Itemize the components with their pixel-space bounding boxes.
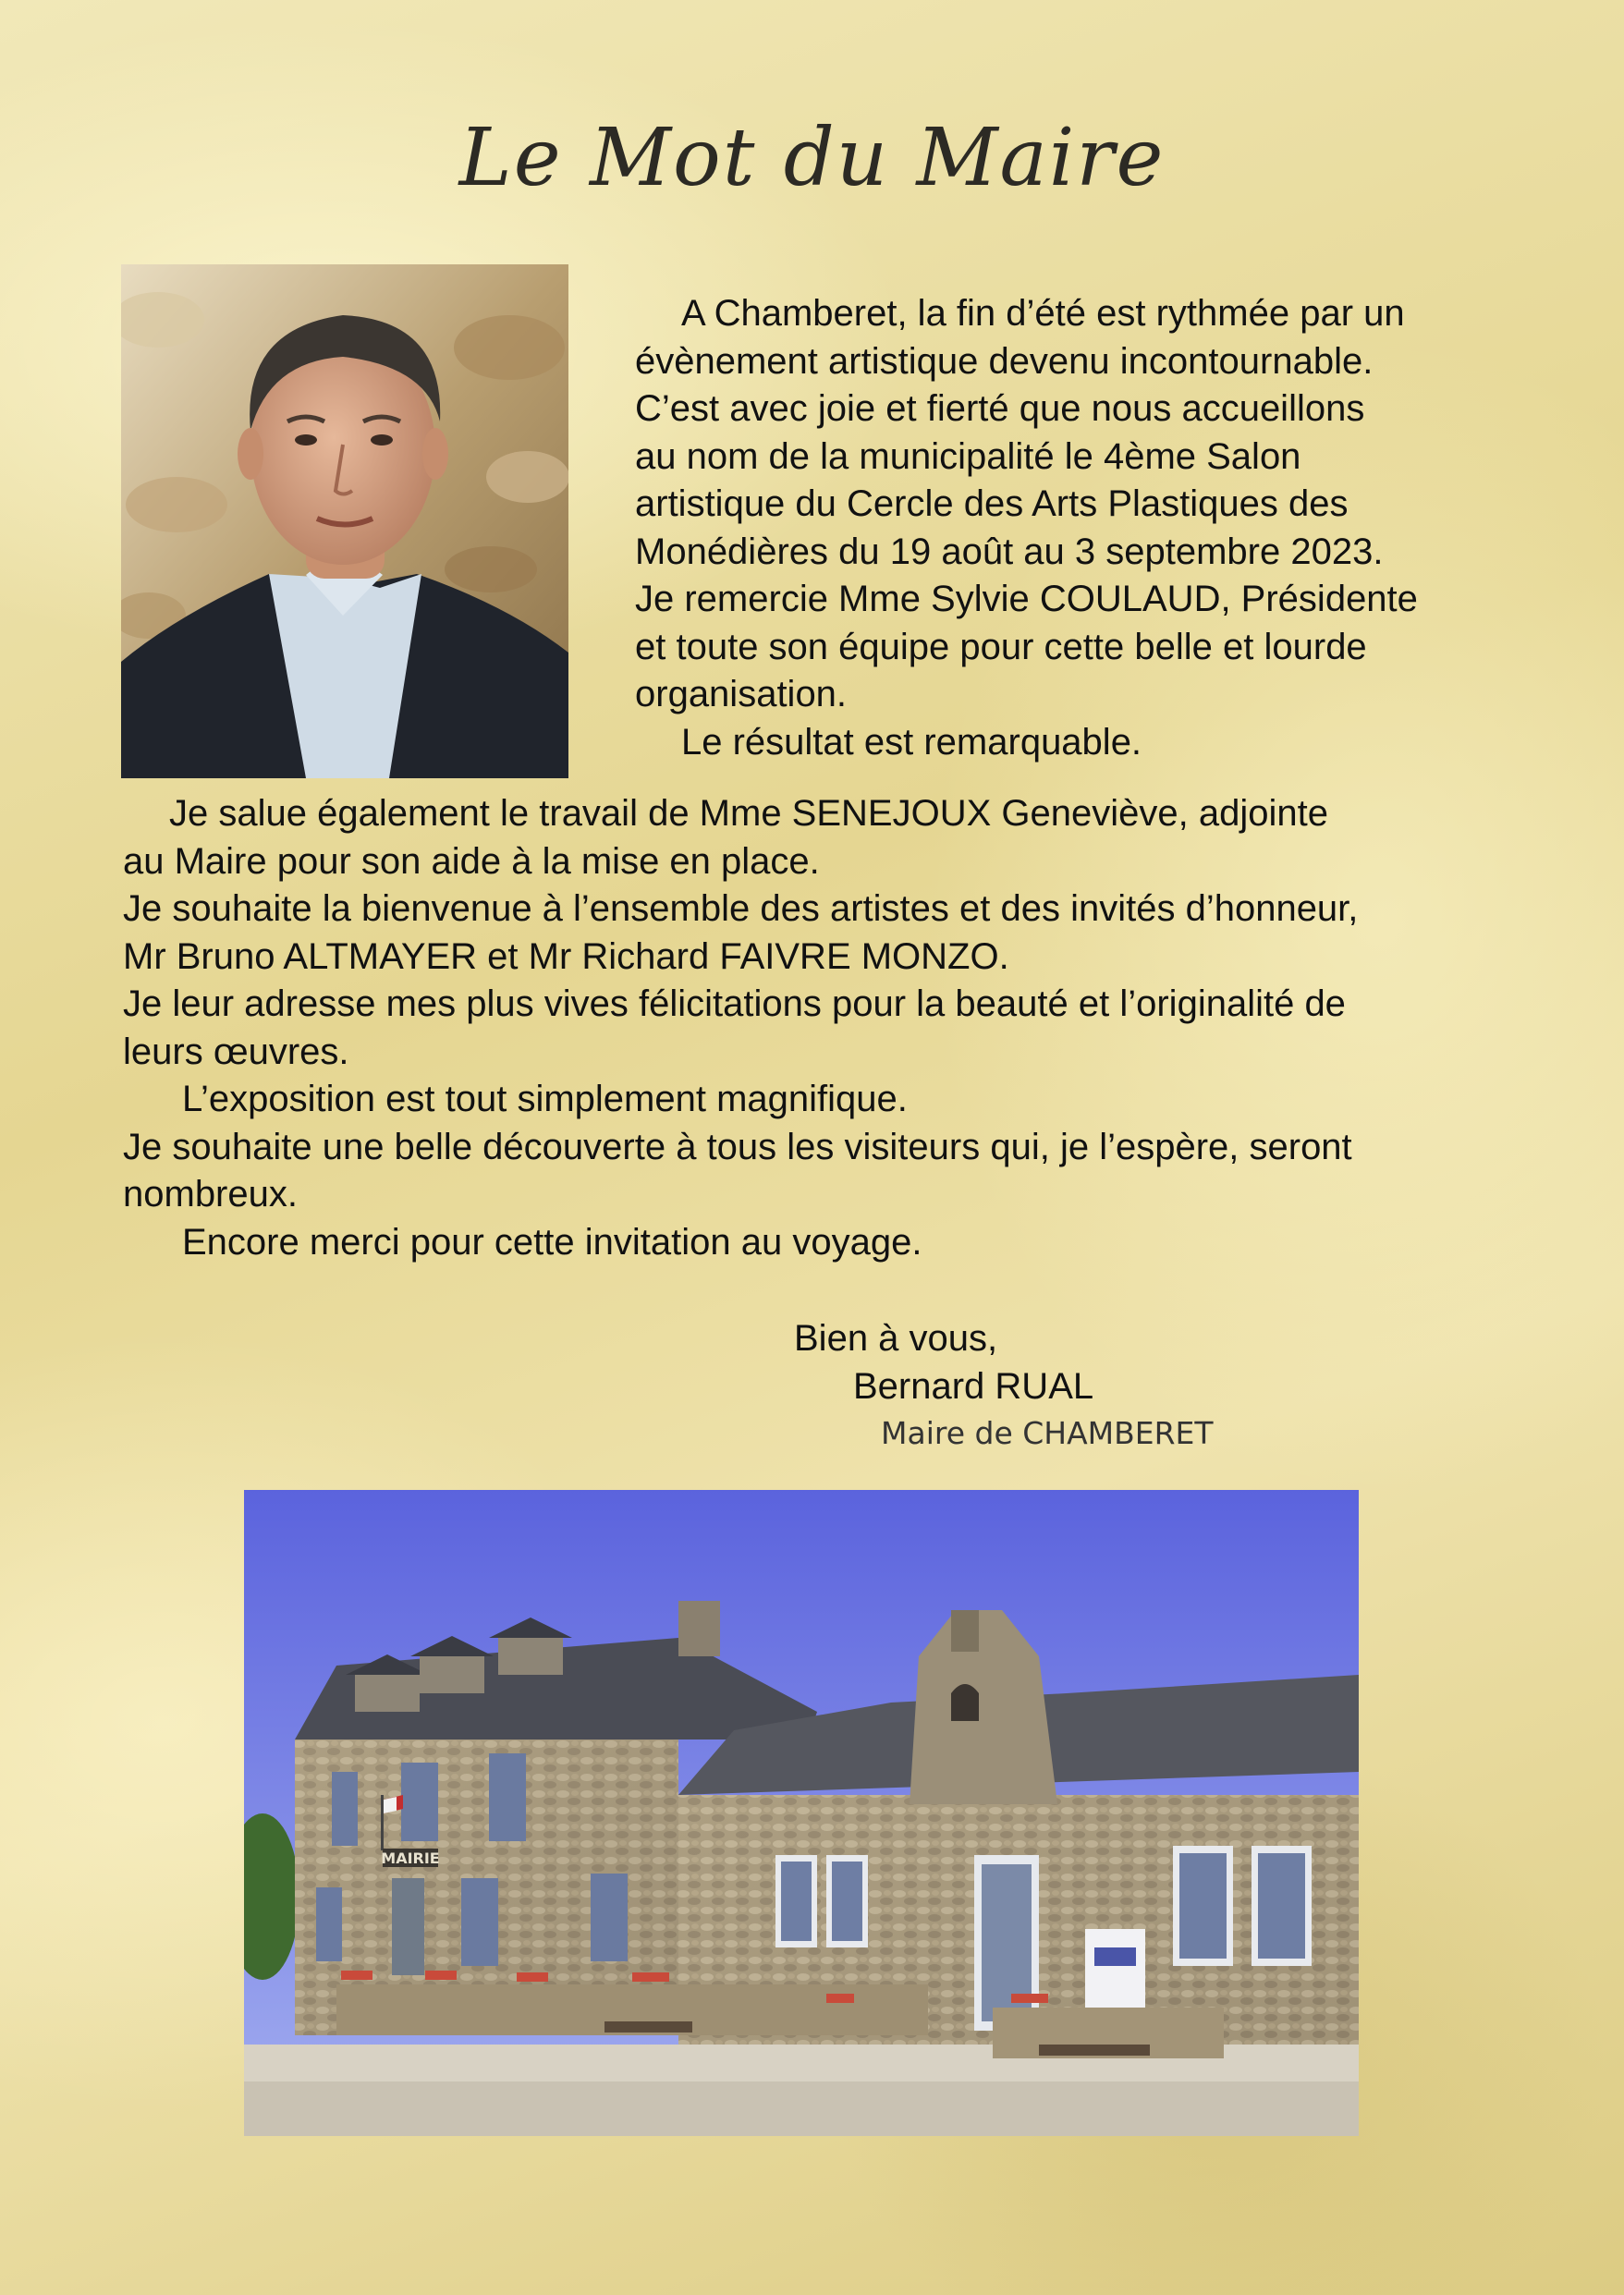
intro-column (635, 290, 1559, 766)
paragraph-line: Je remercie Mme Sylvie COULAUD, Présidente (635, 579, 1418, 619)
building-sign: MAIRIE (381, 1849, 440, 1867)
paragraph-line: artistique du Cercle des Arts Plastiques des (635, 483, 1349, 524)
body-text (123, 790, 1565, 1266)
page-title: Le Mot du Maire (458, 112, 1166, 204)
signature-name: Bernard RUAL (853, 1366, 1094, 1407)
paragraph-line: Je souhaite la bienvenue à l’ensemble des artistes et des invités d’honneur, (123, 888, 1359, 929)
paragraph-line: au nom de la municipalité le 4ème Salon (635, 435, 1301, 477)
paragraph-line: Mr Bruno ALTMAYER et Mr Richard FAIVRE MONZO. (123, 935, 1009, 977)
paragraph-line: Le résultat est remarquable. (681, 721, 1142, 763)
paragraph-line: évènement artistique devenu incontournable. (635, 340, 1374, 382)
paragraph-line: Monédières du 19 août au 3 septembre 2023. (635, 531, 1384, 572)
paragraph-line: leurs œuvres. (123, 1031, 349, 1072)
paragraph-line: au Maire pour son aide à la mise en place. (123, 840, 820, 882)
paragraph-line: Je leur adresse mes plus vives félicitations pour la beauté et l’originalité de (123, 983, 1346, 1024)
paragraph-line: Je salue également le travail de Mme SENEJOUX Geneviève, adjointe (169, 793, 1328, 834)
paragraph-line: et toute son équipe pour cette belle et lourde (635, 626, 1367, 667)
paragraph-line: organisation. (635, 674, 848, 714)
paragraph-line: C’est avec joie et fierté que nous accueillons (635, 388, 1365, 429)
signature-role: Maire de CHAMBERET (881, 1415, 1214, 1451)
paragraph-line: nombreux. (123, 1174, 298, 1215)
town-hall-photo (244, 1490, 1359, 2136)
paragraph-line: Encore merci pour cette invitation au voyage. (182, 1221, 922, 1263)
paragraph-line: A Chamberet, la fin d’été est rythmée par un (681, 293, 1405, 334)
paragraph-line: L’exposition est tout simplement magnifique. (182, 1079, 908, 1119)
signature-greeting: Bien à vous, (794, 1318, 998, 1359)
mayor-portrait (121, 264, 568, 778)
paragraph-line: Je souhaite une belle découverte à tous les visiteurs qui, je l’espère, seront (123, 1126, 1352, 1167)
